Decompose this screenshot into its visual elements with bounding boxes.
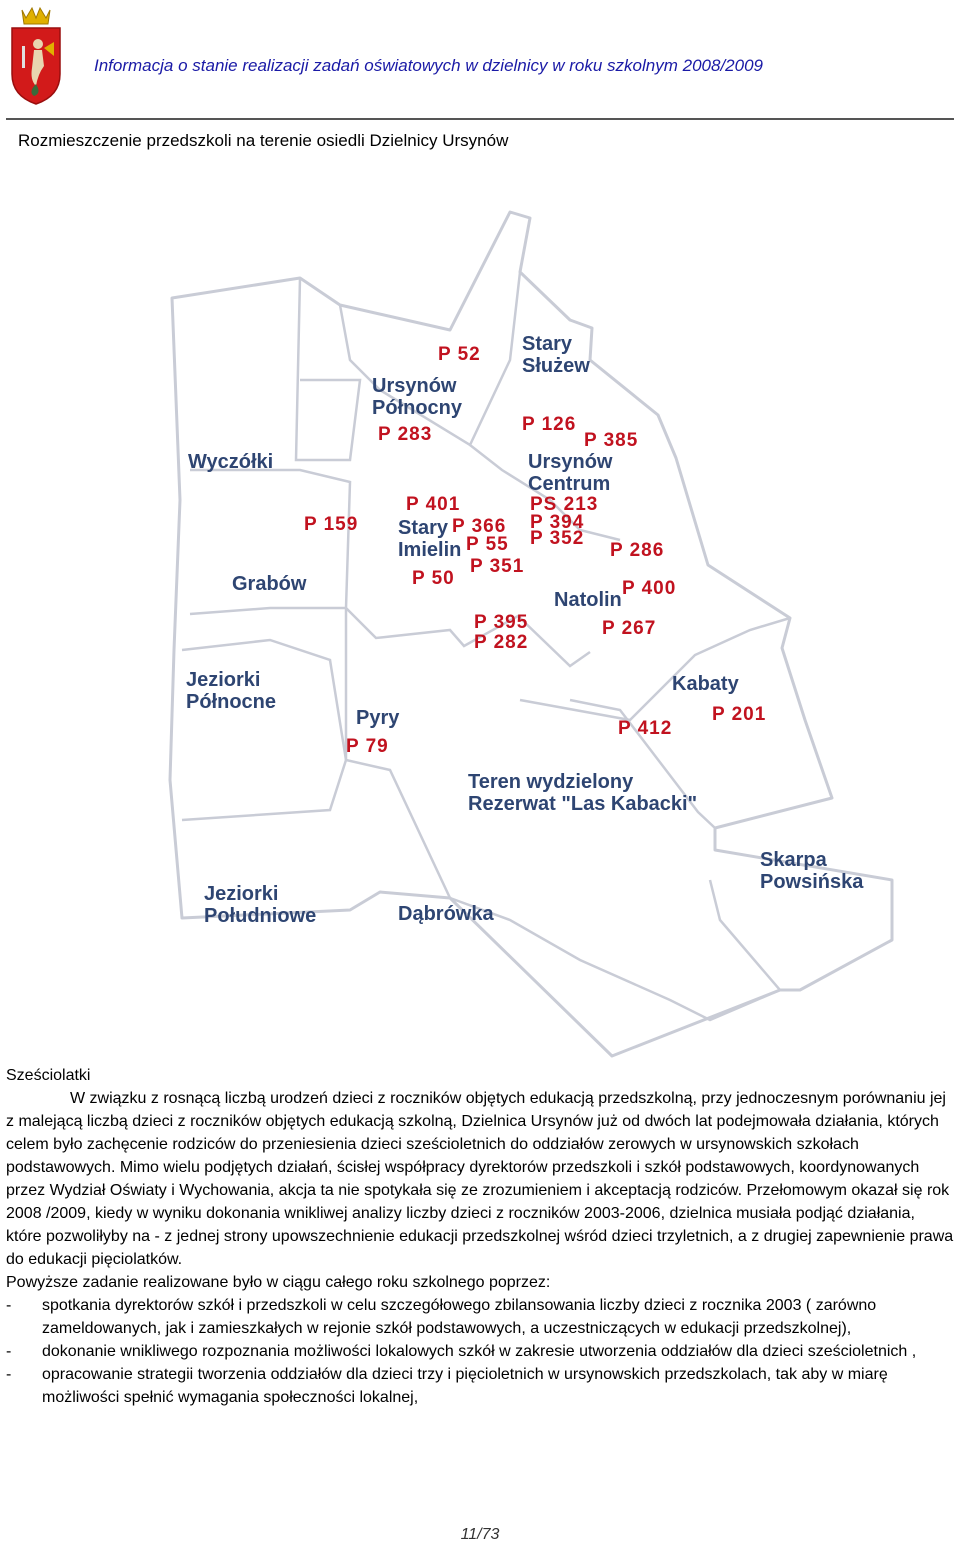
paragraph-2: Powyższe zadanie realizowane było w ciągu całego roku szkolnego poprzez: xyxy=(6,1274,551,1291)
preschool-p351: P 351 xyxy=(470,556,525,577)
list-dash: - xyxy=(6,1297,12,1314)
list-dash: - xyxy=(6,1343,12,1360)
preschool-p126: P 126 xyxy=(522,414,577,435)
district-stary-imielin: Stary Imielin xyxy=(398,517,462,561)
ursynow-district-map xyxy=(150,200,910,1060)
district-pyry: Pyry xyxy=(356,707,400,729)
map-svg xyxy=(150,200,910,1060)
preschool-p286: P 286 xyxy=(610,540,665,561)
preschool-p352: P 352 xyxy=(530,528,585,549)
list-dash: - xyxy=(6,1366,12,1383)
district-ursynow-polnocny: Ursynów Północny xyxy=(372,375,463,419)
preschool-p401: P 401 xyxy=(406,494,461,515)
preschool-p366: P 366 xyxy=(452,516,507,537)
body-text xyxy=(6,1064,954,1409)
list-item-text: opracowanie strategii tworzenia oddziałów dla dzieci trzy i pięcioletnich w ursynowskich przedszkolach, tak aby w miarę możliwości spełnić wymagania społeczności lokalnej, xyxy=(42,1366,888,1406)
preschool-p282: P 282 xyxy=(474,632,529,653)
preschool-p79: P 79 xyxy=(346,736,389,757)
list-item xyxy=(6,1340,954,1363)
preschool-p395: P 395 xyxy=(474,612,529,633)
district-grabow: Grabów xyxy=(232,573,307,595)
page-number: 11/73 xyxy=(460,1526,500,1543)
district-kabaty: Kabaty xyxy=(672,673,739,695)
header-divider xyxy=(6,118,954,120)
list-item-text: spotkania dyrektorów szkół i przedszkoli w celu szczegółowego zbilansowania liczby dzieci z rocznika 2003 ( zarówno zameldowanych, jak i zamieszkałych w rejonie szkół podstawowych, a uczestniczących w edukacji przedszkolnej), xyxy=(42,1297,877,1337)
preschool-p50: P 50 xyxy=(412,568,455,589)
district-natolin: Natolin xyxy=(554,589,622,611)
preschool-p412: P 412 xyxy=(618,718,673,739)
preschool-p55: P 55 xyxy=(466,534,509,555)
preschool-p394: P 394 xyxy=(530,512,585,533)
district-dabrowka: Dąbrówka xyxy=(398,903,494,925)
preschool-p283: P 283 xyxy=(378,424,433,445)
preschool-p267: P 267 xyxy=(602,618,657,639)
district-wyczolki: Wyczółki xyxy=(188,451,274,473)
list-item xyxy=(6,1363,954,1409)
district-jeziorki-polnocne: Jeziorki Północne xyxy=(186,669,277,713)
district-skarpa-powsinska: Skarpa Powsińska xyxy=(760,849,864,893)
list-item xyxy=(6,1294,954,1340)
preschool-ps213: PS 213 xyxy=(530,494,599,515)
district-stary-sluzew: Stary Służew xyxy=(522,333,590,377)
preschool-p385: P 385 xyxy=(584,430,639,451)
preschool-p400: P 400 xyxy=(622,578,677,599)
preschool-p159: P 159 xyxy=(304,514,359,535)
district-jeziorki-poludniowe: Jeziorki Południowe xyxy=(204,883,317,927)
warsaw-coat-of-arms-icon xyxy=(8,4,64,108)
preschool-p52: P 52 xyxy=(438,344,481,365)
document-header-title: Informacja o stanie realizacji zadań oświatowych w dzielnicy w roku szkolnym 2008/2009 xyxy=(94,56,763,75)
paragraph-1: W związku z rosnącą liczbą urodzeń dzieci z roczników objętych edukacją przedszkolną, przy jednoczesnym porównaniu jej z malejącą liczbą dzieci z roczników objętych edukacją szkolną, Dzielnica Ursynów już od dwóch lat podejmowała działania, których celem było zachęcenie rodziców do przeniesienia dzieci sześcioletnich do oddziałów zerowych w ursynowskich szkołach podstawowych. Mimo wielu podjętych działań, ścisłej współpracy dyrektorów przedszkoli i szkół podstawowych, koordynowanych przez Wydział Oświaty i Wychowania, akcja ta nie spotykała się ze zrozumieniem i akceptacją rodziców. Przełomowym okazał się rok 2008 /2009, kiedy w wyniku dokonania wnikliwej analizy liczby dzieci z roczników 2003-2006, dzielnica musiała podjąć działania, które pozwoliłyby na - z jednej strony upowszechnienie edukacji przedszkolnej wśród dzieci trzyletnich, a z drugiej zapewnienie prawa do edukacji pięciolatków. xyxy=(6,1090,954,1268)
district-teren-wydzielony: Teren wydzielony Rezerwat "Las Kabacki" xyxy=(468,771,698,815)
district-ursynow-centrum: Ursynów Centrum xyxy=(528,451,613,495)
preschool-p201: P 201 xyxy=(712,704,767,725)
section-title: Rozmieszczenie przedszkoli na terenie osiedli Dzielnicy Ursynów xyxy=(18,131,509,150)
list-item-text: dokonanie wnikliwego rozpoznania możliwości lokalowych szkół w zakresie utworzenia oddziałów dla dzieci sześcioletnich , xyxy=(42,1343,917,1360)
subsection-heading: Sześciolatki xyxy=(6,1067,91,1084)
